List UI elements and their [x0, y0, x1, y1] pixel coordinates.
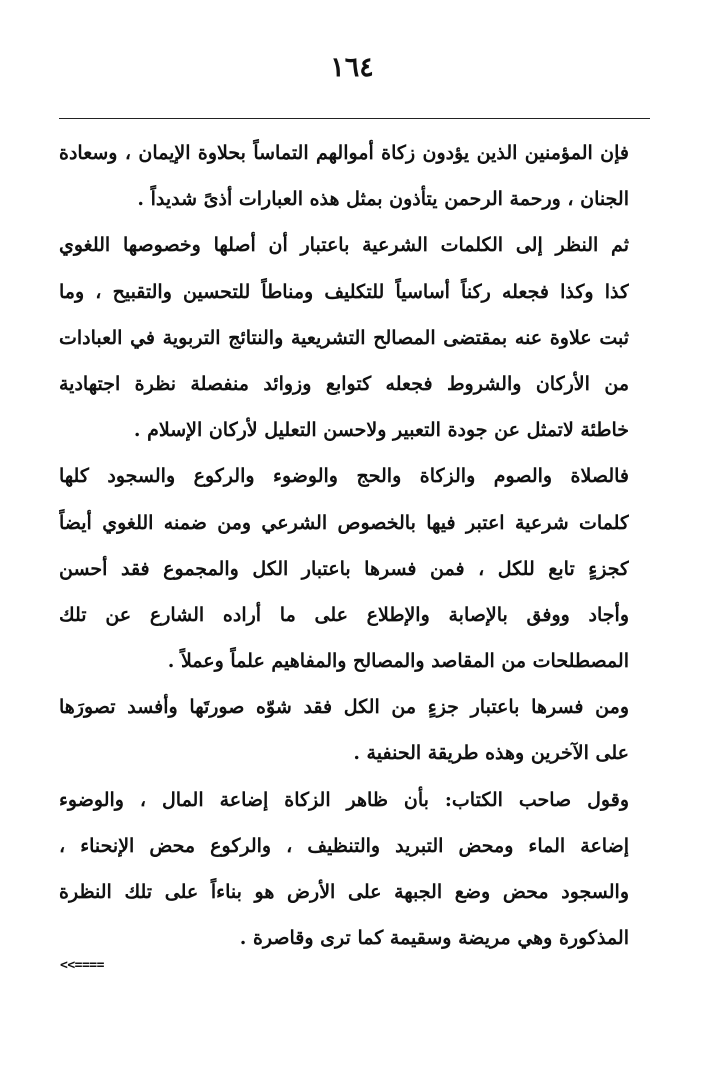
text-line: ثبت علاوة عنه بمقتضى المصالح التشريعية والنتائج التربوية في العبادات: [59, 326, 629, 349]
text-line: المذكورة وهي مريضة وسقيمة كما ترى وقاصرة .: [239, 927, 629, 950]
text-line: ومن فسرها باعتبار جزءٍ من الكل فقد شوّه صورتَها وأفسد تصورَها: [59, 696, 629, 719]
text-line: فالصلاة والصوم والزكاة والحج والوضوء والركوع والسجود كلها: [59, 465, 629, 488]
text-line: على الآخرين وهذه طريقة الحنفية .: [353, 742, 629, 765]
header-rule: [59, 118, 650, 119]
text-line: الجنان ، ورحمة الرحمن يتأذون بمثل هذه العبارات أذىً شديداً .: [137, 188, 629, 211]
body-text: [59, 130, 629, 961]
text-line: وقول صاحب الكتاب: بأن ظاهر الزكاة إضاعة المال ، والوضوء: [59, 788, 629, 811]
page-number: ١٦٤: [330, 52, 374, 83]
text-line: من الأركان والشروط فجعله كتوابع وزوائد منفصلة نظرة اجتهادية: [59, 372, 629, 395]
text-line: فإن المؤمنين الذين يؤدون زكاة أموالهم التماساً بحلاوة الإيمان ، وسعادة: [59, 142, 629, 164]
text-line: المصطلحات من المقاصد والمصالح والمفاهيم علماً وعملاً .: [167, 650, 629, 673]
text-line: ثم النظر إلى الكلمات الشرعية باعتبار أن أصلها وخصوصها اللغوي: [59, 234, 629, 257]
text-line: إضاعة الماء ومحض التبريد والتنظيف ، والركوع محض الإنحناء ،: [59, 834, 629, 857]
text-line: وأجاد ووفق بالإصابة والإطلاع على ما أراده الشارع عن تلك: [59, 603, 629, 626]
text-line: والسجود محض وضع الجبهة على الأرض هو بناءاً على تلك النظرة: [59, 881, 629, 903]
text-line: كلمات شرعية اعتبر فيها بالخصوص الشرعي ومن ضمنه اللغوي أيضاً: [59, 511, 629, 534]
text-line: كجزءٍ تابع للكل ، فمن فسرها باعتبار الكل والمجموع فقد أحسن: [59, 557, 629, 580]
text-line: خاطئة لاتمثل عن جودة التعبير ولاحسن التعليل لأركان الإسلام .: [133, 419, 629, 442]
text-line: كذا وكذا فجعله ركناً أساسياً للتكليف ومناطاً للتحسين والتقبيح ، وما: [59, 280, 629, 303]
continuation-marker: <<====: [60, 958, 104, 973]
